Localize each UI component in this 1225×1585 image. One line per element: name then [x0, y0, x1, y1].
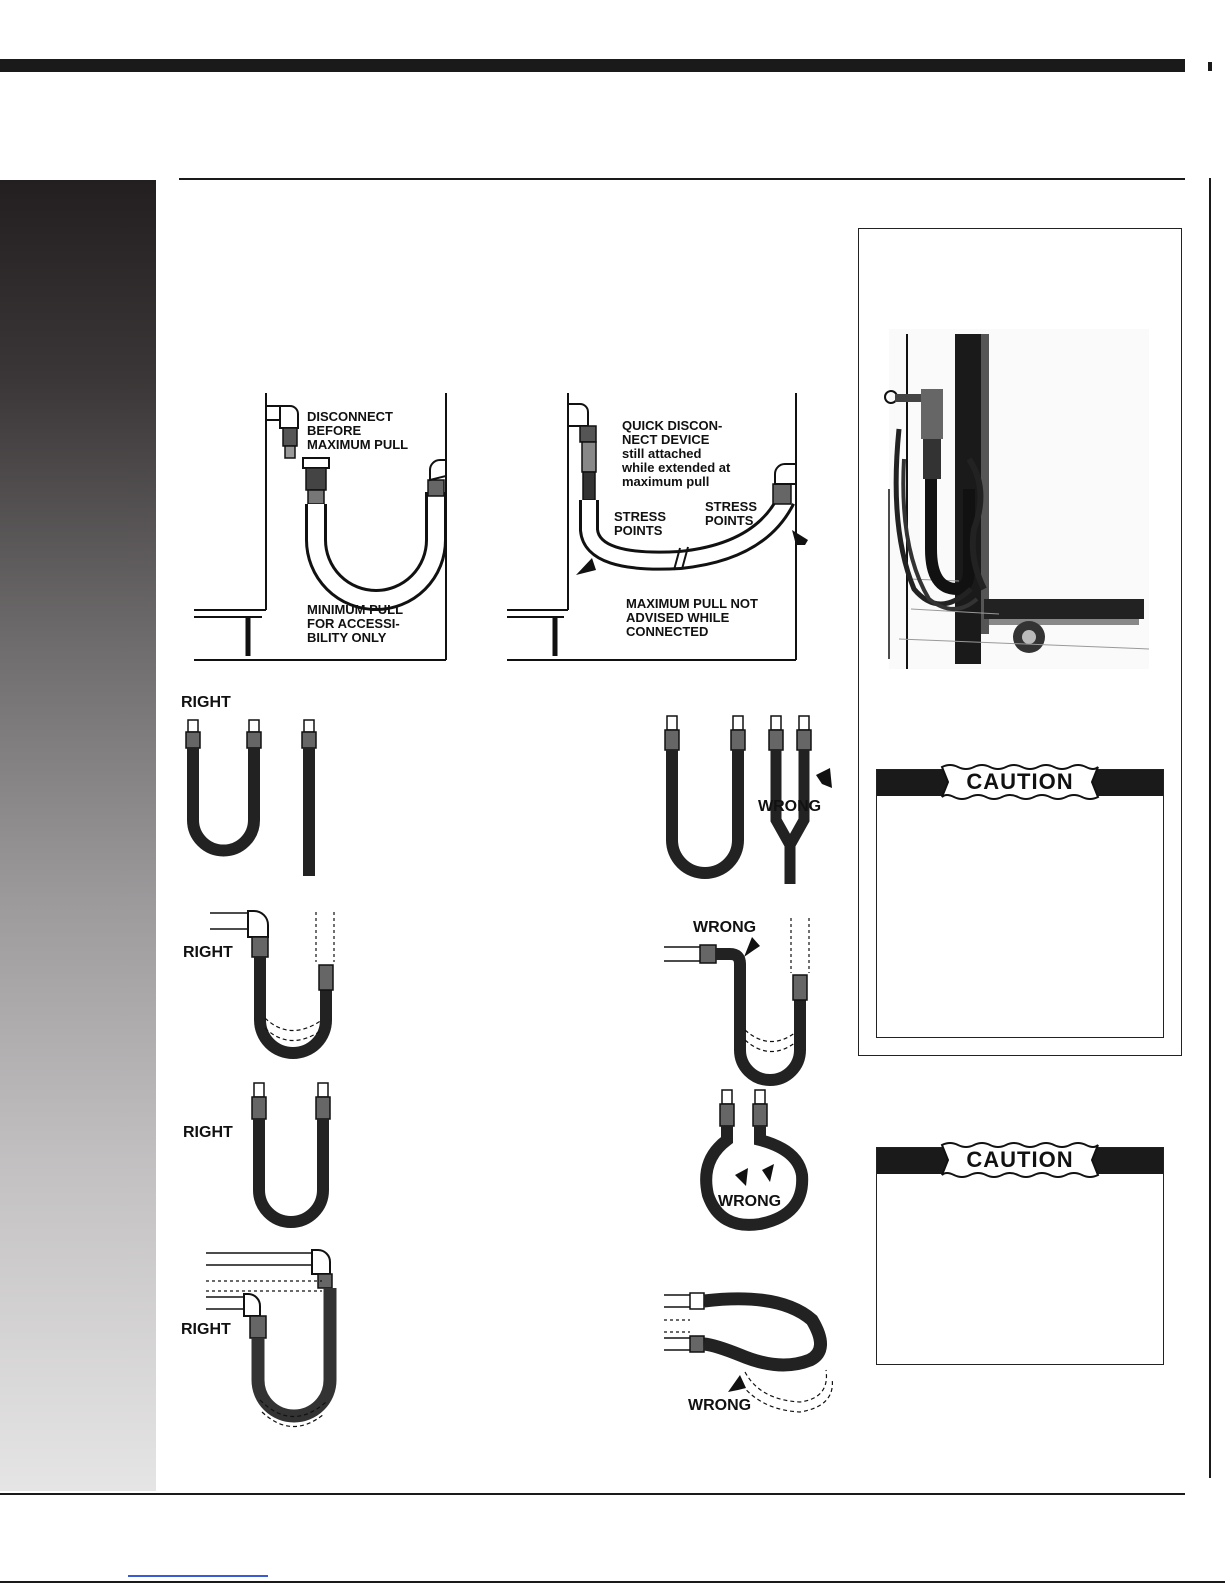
- diagram-disconnect-before-pull: [194, 393, 446, 660]
- svg-text:QUICK DISCON-NECT DEVICEstill: QUICK DISCON-NECT DEVICE still attached while extended at maximum pull: [622, 418, 731, 489]
- svg-text:DISCONNECTBEFOREMAXIMUM PULL: DISCONNECT BEFORE MAXIMUM PULL: [307, 409, 409, 452]
- svg-text:WRONG: WRONG: [758, 798, 822, 815]
- hose-example-wrong-3: [706, 1090, 802, 1225]
- hose-example-right-3: [183, 1083, 330, 1222]
- svg-text:WRONG: WRONG: [718, 1193, 782, 1210]
- hose-example-wrong-2: [664, 918, 809, 1080]
- hose-example-wrong-1: [665, 716, 832, 884]
- hose-example-right-4: [181, 1250, 332, 1427]
- svg-text:RIGHT: RIGHT: [183, 944, 233, 961]
- svg-text:RIGHT: RIGHT: [183, 1124, 233, 1141]
- svg-text:STRESSPOINTS: STRESS POINTS: [705, 499, 758, 528]
- svg-text:MAXIMUM PULL NOTADVISED WHILEC: MAXIMUM PULL NOT ADVISED WHILE CONNECTED: [626, 596, 758, 639]
- caution-box-2: [876, 1147, 1164, 1365]
- svg-text:WRONG: WRONG: [693, 919, 757, 936]
- hose-example-right-1: [181, 694, 316, 876]
- hose-example-wrong-4: [664, 1293, 832, 1414]
- hose-example-right-2: [183, 911, 334, 1053]
- caution-box-1: [876, 769, 1164, 1038]
- diagram-quick-disconnect-max-pull: [507, 393, 808, 660]
- svg-text:WRONG: WRONG: [688, 1397, 752, 1414]
- svg-text:MINIMUM PULLFOR ACCESSI-BILITY: MINIMUM PULL FOR ACCESSI-BILITY ONLY: [307, 602, 404, 645]
- caution-label: CAUTION: [936, 1141, 1104, 1179]
- svg-text:STRESSPOINTS: STRESS POINTS: [614, 509, 667, 538]
- caution-label: CAUTION: [936, 763, 1104, 801]
- svg-text:RIGHT: RIGHT: [181, 1321, 231, 1338]
- svg-text:RIGHT: RIGHT: [181, 694, 231, 711]
